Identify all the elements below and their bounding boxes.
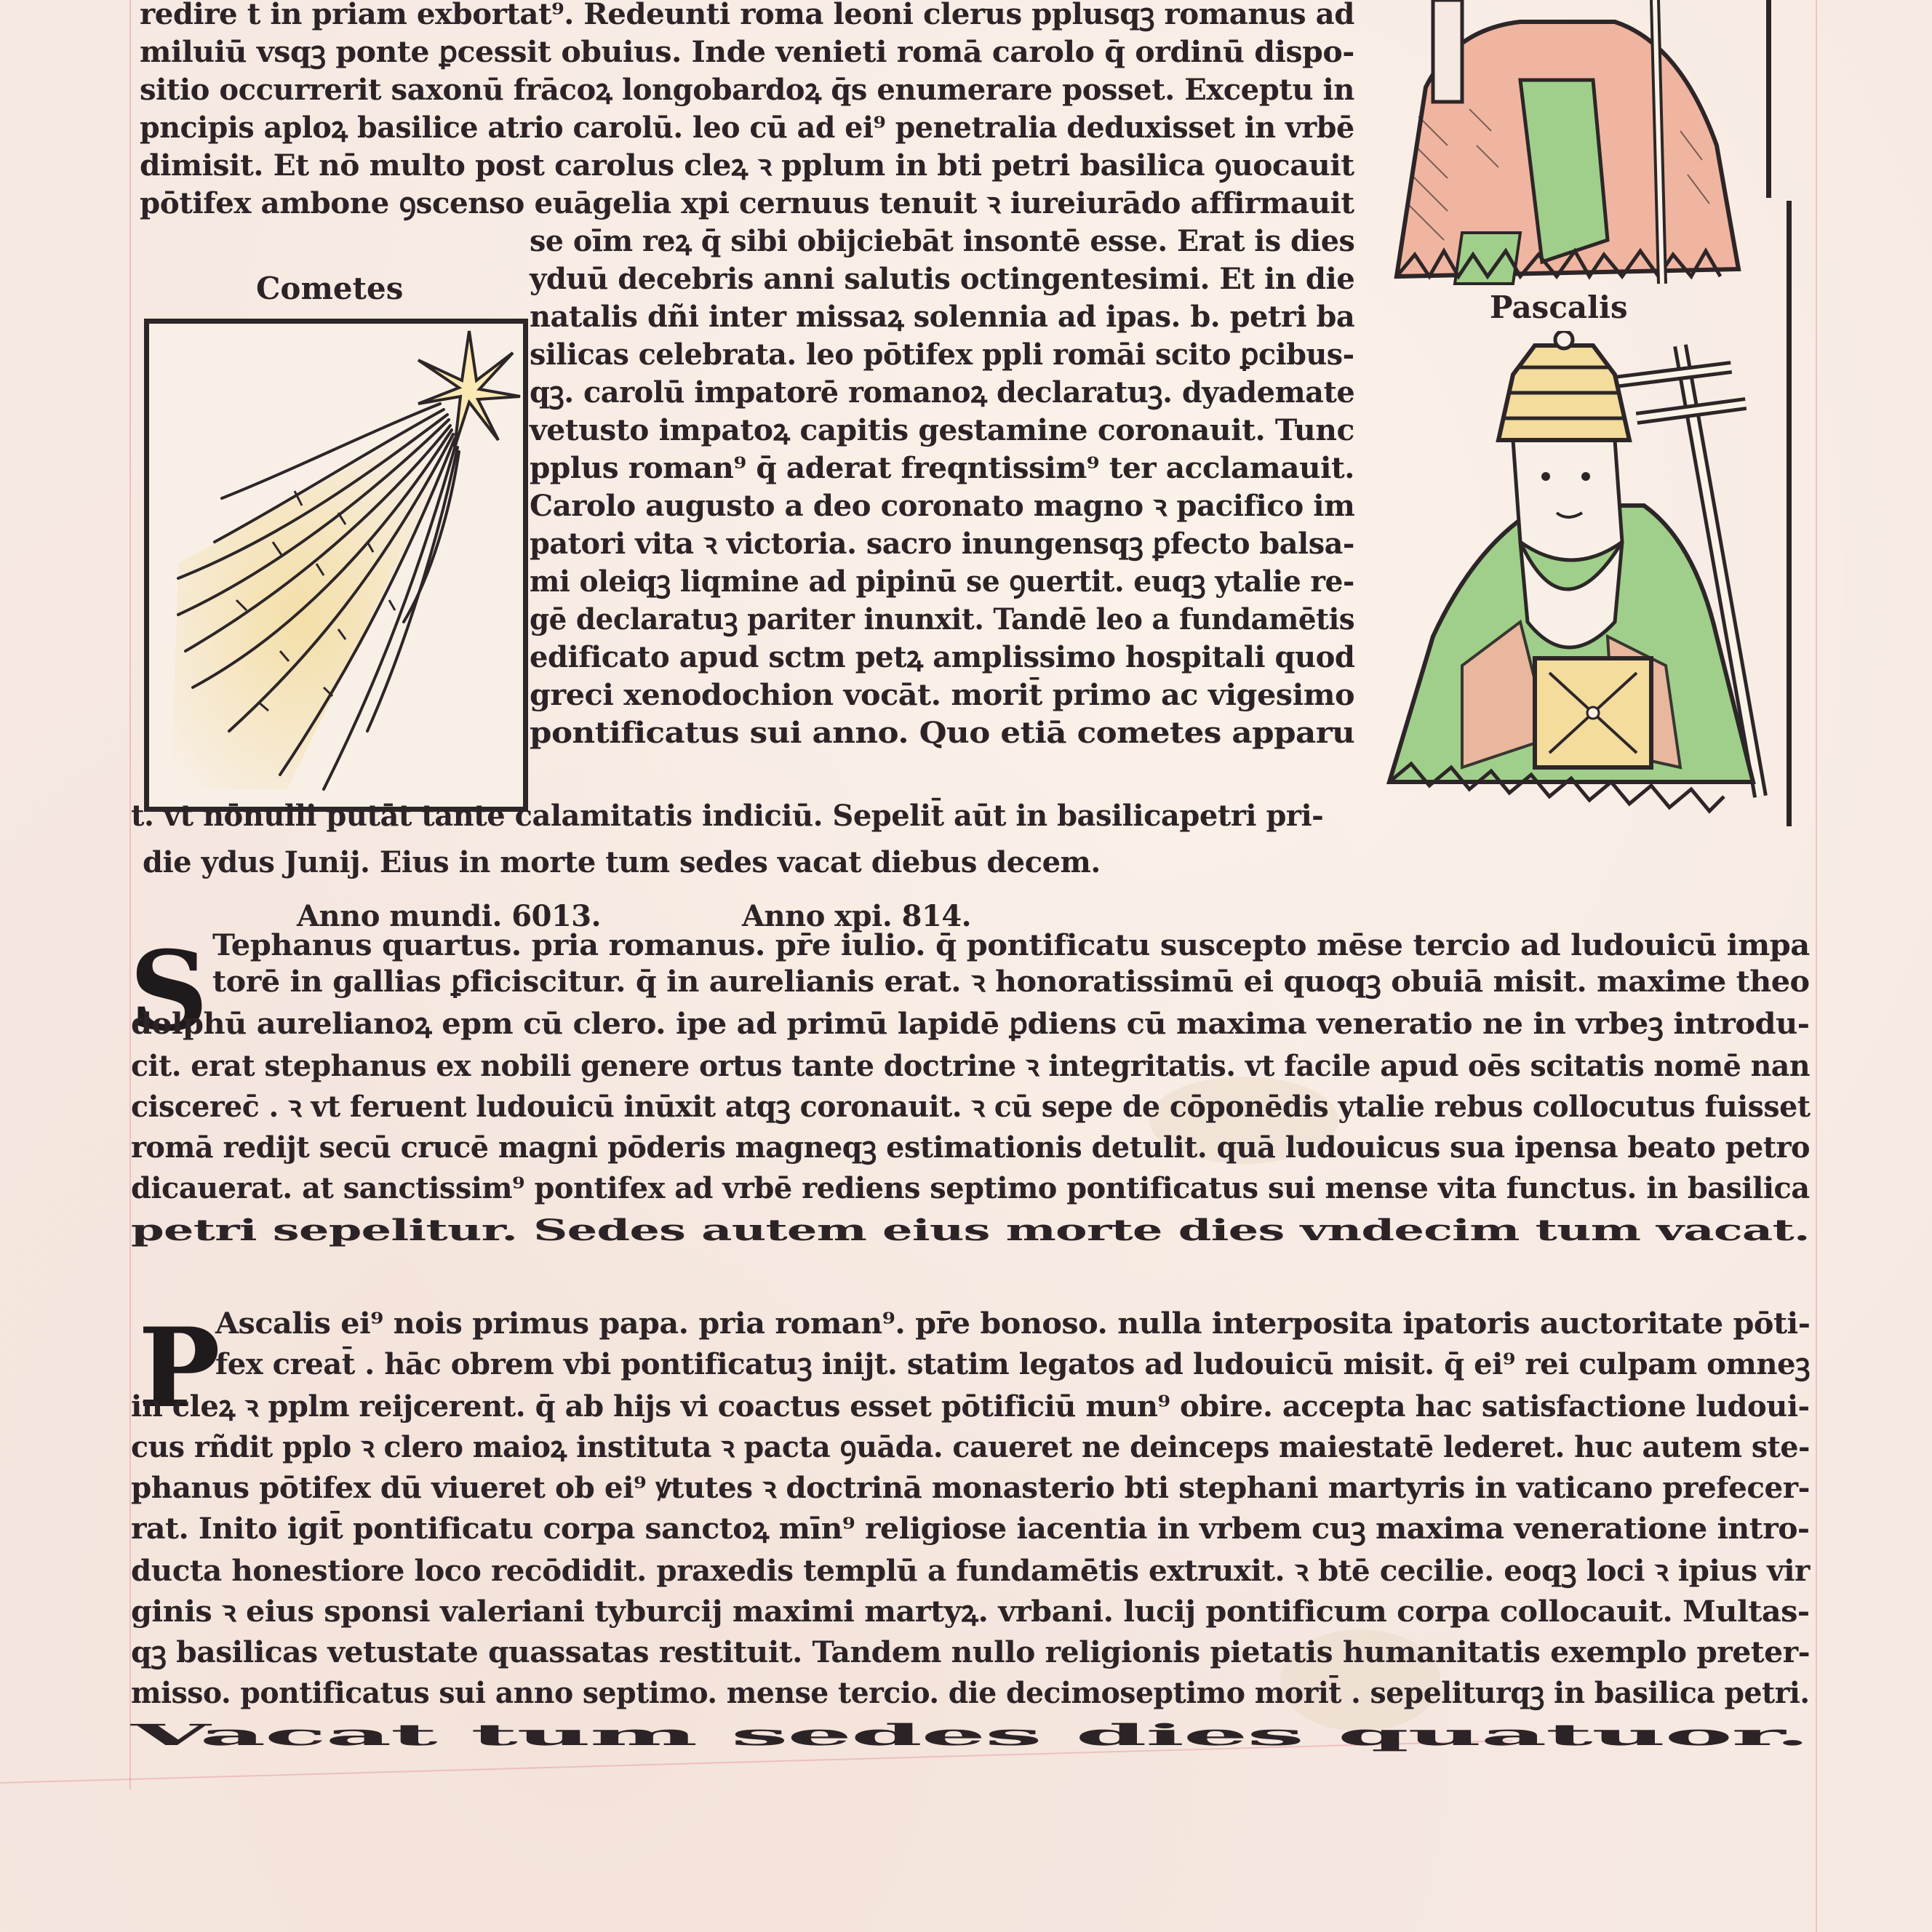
text-line: pōtifex ambone ꝯscenso euāgelia xpi cernuus tenuit ꝛ iureiurādo affirmauit bbox=[140, 186, 1354, 220]
text-line: t. vt nōnulli putāt tante calamitatis indiciū. Sepelit̄ aūt in basilicapetri pri- bbox=[131, 799, 1324, 833]
text-line: ciscerec̄ . ꝛ vt feruent ludouicū inūxit atqꝫ coronauit. ꝛ cū sepe de cōponēdis ytalie rebus collocutus fuisset bbox=[131, 1090, 1811, 1124]
text-line: redire t in priam exbortat⁹. Redeunti roma leoni clerus pplusqꝫ romanus ad bbox=[140, 0, 1354, 31]
text-line: pncipis aploꝝ basilice atrio carolū. leo cū ad ei⁹ penetralia deduxisset in vrbē bbox=[140, 111, 1354, 145]
text-line: ginis ꝛ eius sponsi valeriani tyburcij maximi martyꝝ. vrbani. lucij pontificum corpa collocauit. Multas- bbox=[131, 1594, 1810, 1629]
text-line: die ydus Junij. Eius in morte tum sedes vacat diebus decem. bbox=[143, 845, 1101, 879]
margin-ruling-right bbox=[1816, 0, 1817, 1932]
text-line: Ascalis ei⁹ nois primus papa. pria roman⁹. pr̄e bonoso. nulla interposita ipatoris auctoritate pōti- bbox=[215, 1306, 1811, 1341]
text-line: petri sepelitur. Sedes autem eius morte dies vndecim tum vacat. bbox=[131, 1213, 1810, 1248]
text-line: natalis dñi inter missaꝝ solennia ad ipas. b. petri ba bbox=[530, 300, 1355, 334]
text-line: Vacat tum sedes dies quatuor. bbox=[131, 1718, 1809, 1752]
pope-leo-woodcut-icon bbox=[1375, 0, 1768, 291]
text-line: cus rñdit pplo ꝛ clero maioꝝ instituta ꝛ pacta ꝯuāda. caueret ne deinceps maiestatē lederet. huc autem ste- bbox=[131, 1430, 1810, 1464]
text-line: vetusto impatoꝝ capitis gestamine coronauit. Tunc bbox=[530, 413, 1354, 447]
text-line: silicas celebrata. leo pōtifex ppli romāi scito ꝑcibus- bbox=[530, 338, 1354, 372]
text-line: sitio occurrerit saxonū frācoꝝ longobardoꝝ q̄s enumerare posset. Exceptu in bbox=[140, 73, 1354, 107]
text-line: fex creat̄ . hāc obrem vbi pontificatuꝫ inijt. statim legatos ad ludouicū misit. q̄ ei⁹ rei culpam omneꝫ bbox=[215, 1347, 1811, 1381]
text-line: se oīm reꝝ q̄ sibi obijciebāt insontē esse. Erat is dies bbox=[530, 224, 1355, 258]
text-line: miluiū vsqꝫ ponte ꝑcessit obuius. Inde venieti romā carolo q̄ ordinū dispo- bbox=[140, 35, 1354, 69]
comet-icon bbox=[149, 324, 523, 807]
text-line: dolphū aurelianoꝝ epm cū clero. ipe ad primū lapidē ꝑdiens cū maxima veneratio ne in vrbeꝫ introdu- bbox=[131, 1007, 1810, 1041]
text-line: misso. pontificatus sui anno septimo. mense tercio. die decimoseptimo morit̄ . sepeliturqꝫ in basilica petri. bbox=[131, 1676, 1810, 1710]
text-line: edificato apud sctm petꝝ amplissimo hospitali quod bbox=[530, 640, 1355, 674]
text-line: torē in gallias ꝑficiscitur. q̄ in aurelianis erat. ꝛ honoratissimū ei quoqꝫ obuiā misit. maxime theo bbox=[212, 965, 1810, 999]
portrait-label-pascalis: Pascalis bbox=[1490, 290, 1628, 325]
papal-tiara-pope-icon bbox=[1375, 331, 1782, 826]
comet-woodcut bbox=[144, 319, 528, 812]
text-line: in cleꝝ ꝛ pplm reijcerent. q̄ ab hijs vi coactus esset pōtificiū mun⁹ obire. accepta hac satisfactione ludoui- bbox=[131, 1389, 1810, 1424]
text-line: ducta honestiore loco recōdidit. praxedis templū a fundamētis extruxit. ꝛ btē cecilie. eoqꝫ loci ꝛ ipius vir bbox=[131, 1554, 1810, 1588]
pope-pascalis-portrait bbox=[1375, 331, 1782, 826]
text-line: romā redijt secū crucē magni pōderis magneqꝫ estimationis detulit. quā ludouicus sua ipensa beato petro bbox=[131, 1130, 1811, 1165]
text-line: dicauerat. at sanctissim⁹ pontifex ad vrbē rediens septimo pontificatus sui mense vita functus. in basilica bbox=[131, 1171, 1810, 1205]
text-line: Carolo augusto a deo coronato magno ꝛ pacifico im bbox=[530, 489, 1355, 523]
text-line: rat. Inito igit̄ pontificatu corpa sanctoꝝ mīn⁹ religiose iacentia in vrbem cuꝫ maxima veneratione intro- bbox=[131, 1512, 1810, 1546]
pope-leo-portrait bbox=[1375, 0, 1768, 291]
text-line: Tephanus quartus. pria romanus. pr̄e iulio. q̄ pontificatu suscepto mēse tercio ad ludouicū impa bbox=[212, 928, 1810, 962]
comet-caption: Cometes bbox=[256, 271, 404, 306]
anno-christi-heading: Anno xpi. 814. bbox=[742, 899, 972, 933]
anno-mundi-heading: Anno mundi. 6013. bbox=[297, 899, 602, 933]
text-line: greci xenodochion vocāt. morit̄ primo ac vigesimo bbox=[530, 678, 1355, 712]
text-line: qꝫ basilicas vetustate quassatas restituit. Tandem nullo religionis pietatis humanitatis exemplo preter- bbox=[131, 1635, 1811, 1669]
text-line: pontificatus sui anno. Quo etiā cometes apparu bbox=[530, 716, 1355, 750]
text-line: dimisit. Et nō multo post carolus cleꝝ ꝛ pplum in bti petri basilica ꝯuocauit bbox=[140, 148, 1354, 183]
portrait-border-right bbox=[1787, 201, 1792, 826]
dropcap-p: P bbox=[138, 1304, 220, 1432]
text-line: pplus roman⁹ q̄ aderat freqntissim⁹ ter acclamauit. bbox=[530, 451, 1354, 485]
text-line: patori vita ꝛ victoria. sacro inungensqꝫ ꝑfecto balsa- bbox=[530, 527, 1354, 561]
portrait-border-left bbox=[1357, 0, 1360, 800]
text-line: phanus pōtifex dū viueret ob ei⁹ ꝟtutes ꝛ doctrinā monasterio bti stephani martyris in vaticano prefecer- bbox=[131, 1471, 1810, 1505]
dropcap-s: S bbox=[129, 927, 209, 1055]
text-line: gē declaratuꝫ pariter inunxit. Tandē leo a fundamētis bbox=[530, 602, 1355, 636]
text-line: qꝫ. carolū impatorē romanoꝝ declaratuꝫ. dyademate bbox=[530, 375, 1355, 410]
text-line: cit. erat stephanus ex nobili genere ortus tante doctrine ꝛ integritatis. vt facile apud oēs scitatis nomē nan bbox=[131, 1049, 1811, 1083]
text-line: yduū decebris anni salutis octingentesimi. Et in die bbox=[530, 262, 1355, 296]
text-line: mi oleiqꝫ liqmine ad pipinū se ꝯuertit. euqꝫ ytalie re- bbox=[530, 564, 1354, 599]
